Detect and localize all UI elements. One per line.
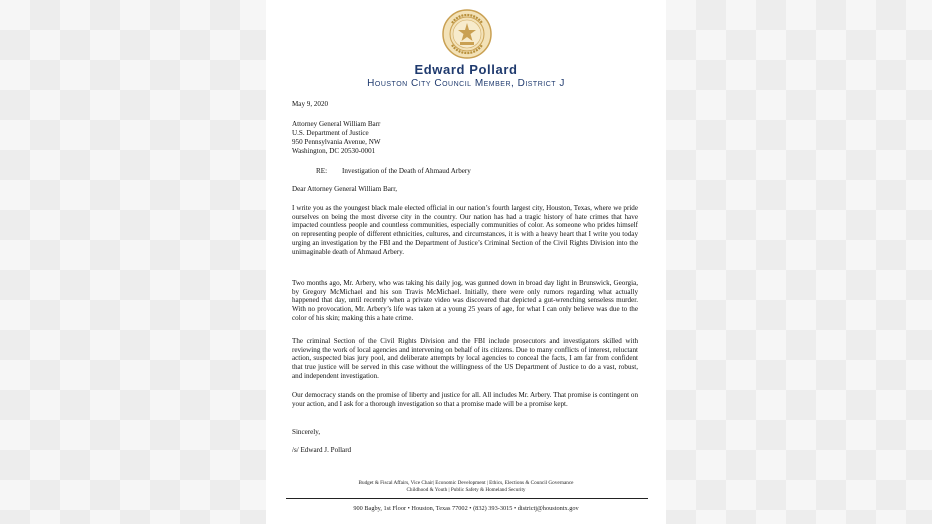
body-paragraph: The criminal Section of the Civil Rights Division and the FBI include prosecutors and investigators skilled with reviewing the work of local agencies and intervening on behalf of its citizens. Due to many conflicts of interest, reluctant action, suspected bias jury pool, and deliberate attempts by local agencies to conceal the facts, I am far from confident that true justice will be served in this case without the willingness of the US Department of Justice to do a vast, robust, and independent investigation. bbox=[292, 337, 638, 380]
footer-divider bbox=[286, 498, 648, 499]
header-name: Edward Pollard bbox=[414, 62, 518, 77]
recipient-line: Attorney General William Barr bbox=[292, 120, 381, 128]
re-label: RE: bbox=[316, 167, 328, 175]
background-right bbox=[666, 0, 932, 524]
closing: Sincerely, bbox=[292, 428, 321, 436]
footer-committees-line: Childhood & Youth | Public Safety & Homeland Security bbox=[406, 487, 526, 493]
letter-date: May 9, 2020 bbox=[292, 100, 329, 108]
city-seal-logo bbox=[442, 9, 492, 59]
signature: /s/ Edward J. Pollard bbox=[292, 446, 352, 454]
re-subject: Investigation of the Death of Ahmaud Arbery bbox=[342, 167, 471, 175]
footer-committees-line: Budget & Fiscal Affairs, Vice Chair| Economic Development | Ethics, Elections & Council Governance bbox=[358, 480, 574, 486]
body-paragraph: Two months ago, Mr. Arbery, who was taking his daily jog, was gunned down in broad day light in Brunswick, Georgia, by Gregory McMichael and his son Travis McMichael. Initially, there were only rumors regarding what actually happened that day, until recently when a private video was discovered that depicted a gut-wrenching senseless murder. With no provocation, Mr. Arbery’s life was taken at a young 25 years of age, for what I can only believe was due to the color of his skin; making this a hate crime. bbox=[292, 279, 638, 322]
recipient-line: Washington, DC 20530-0001 bbox=[292, 147, 376, 155]
salutation: Dear Attorney General William Barr, bbox=[292, 185, 398, 193]
body-paragraph: Our democracy stands on the promise of liberty and justice for all. All includes Mr. Arbery. That promise is contingent on your action, and I ask for a thorough investigation so that a promise made will be a promise kept. bbox=[292, 391, 638, 408]
header-title: Houston City Council Member, District J bbox=[367, 78, 565, 89]
background-left bbox=[0, 0, 266, 524]
body-paragraph: I write you as the youngest black male elected official in our nation’s fourth largest city, Houston, Texas, where we pride ourselves on being the most diverse city in the country. Our nation has had a tragic history of hate crimes that have impacted countless people and countless communities, especially communities of color. As someone who prides himself on representing people of different ethnicities, cultures, and circumstances, it is with a heavy heart that I write you today urging an investigation by the FBI and the Department of Justice’s Criminal Section of the Civil Rights Division into the unimaginable death of Ahmaud Arbery. bbox=[292, 204, 638, 256]
footer-address: 900 Bagby, 1st Floor • Houston, Texas 77002 • (832) 393-3015 • districtj@houstontx.gov bbox=[353, 505, 579, 512]
recipient-line: U.S. Department of Justice bbox=[292, 129, 369, 137]
letter-page bbox=[266, 0, 666, 524]
recipient-line: 950 Pennsylvania Avenue, NW bbox=[292, 138, 381, 146]
